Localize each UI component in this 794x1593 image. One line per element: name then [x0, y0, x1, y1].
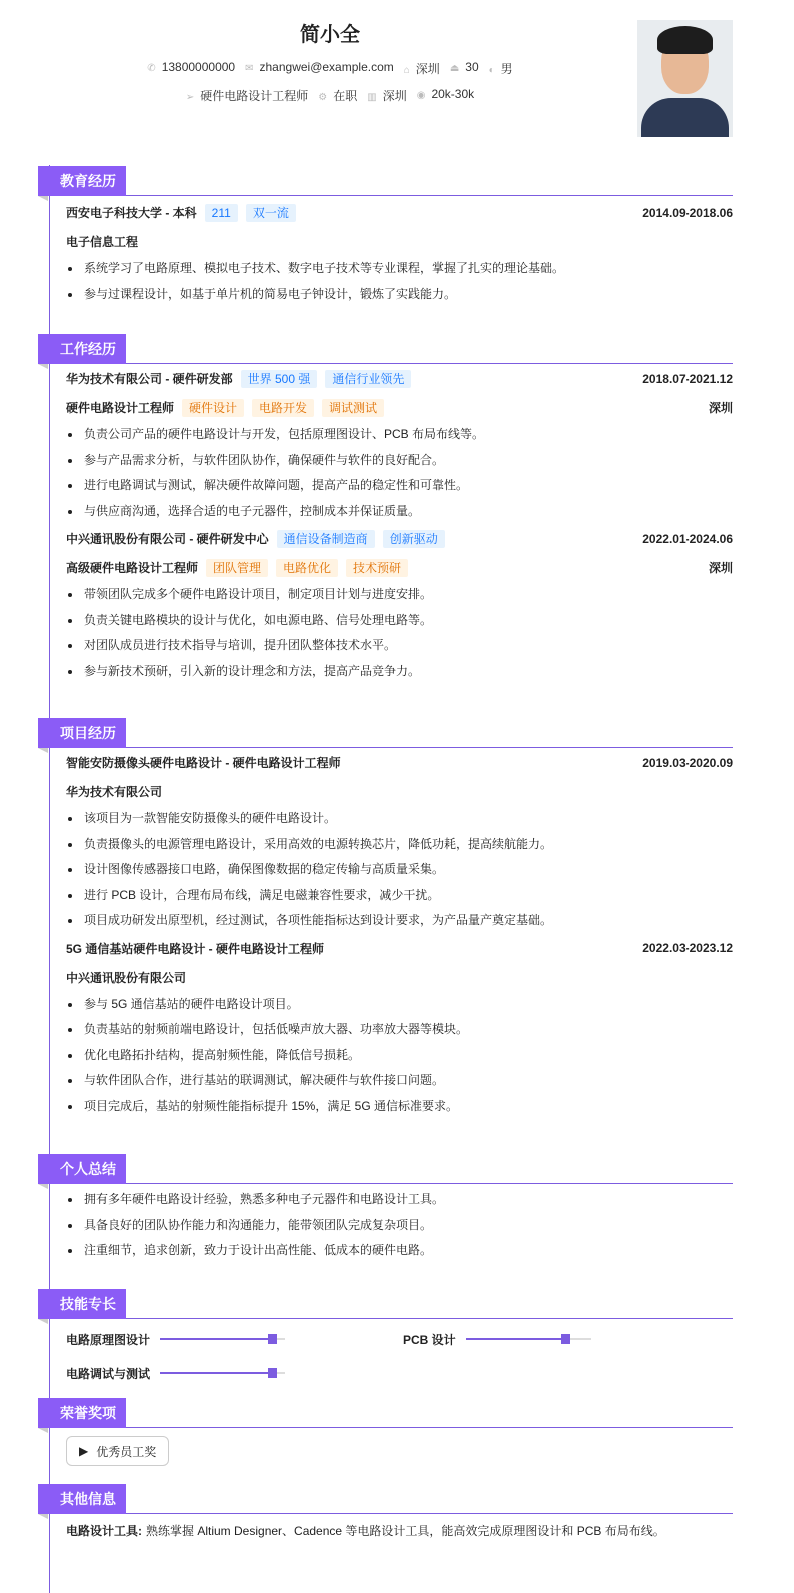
- gender: 男: [500, 62, 513, 76]
- bullet: 负责基站的射频前端电路设计，包括低噪声放大器、功率放大器等模块。: [66, 1017, 733, 1043]
- job-status: 在职: [333, 89, 358, 103]
- other-section: [38, 1484, 733, 1545]
- company: 中兴通讯股份有限公司: [66, 970, 187, 985]
- target-city: 深圳: [382, 89, 407, 103]
- bullet-list: [66, 806, 733, 934]
- tag: 通信行业领先: [325, 370, 411, 388]
- summary-section: [38, 1154, 733, 1264]
- bullet: 系统学习了电路原理、模拟电子技术、数字电子技术等专业课程，掌握了扎实的理论基础。: [66, 256, 733, 282]
- age-icon: ⏏: [449, 63, 460, 74]
- bullet: 带领团队完成多个硬件电路设计项目，制定项目计划与进度安排。: [66, 582, 733, 608]
- skill-item: [66, 1361, 403, 1385]
- skill-tag: 团队管理: [206, 559, 268, 577]
- section-title: 工作经历: [38, 334, 126, 364]
- project-name: 智能安防摄像头硬件电路设计 - 硬件电路设计工程师: [66, 756, 341, 770]
- skill-fill: [160, 1338, 273, 1340]
- project-name: 5G 通信基站硬件电路设计 - 硬件电路设计工程师: [66, 941, 325, 956]
- age: 30: [465, 60, 479, 74]
- skill-bar: [160, 1338, 285, 1340]
- school: 西安电子科技大学 - 本科: [66, 206, 197, 220]
- bullet: 负责关键电路模块的设计与优化，如电源电路、信号处理电路等。: [66, 608, 733, 634]
- section-title: 教育经历: [38, 166, 126, 196]
- section-title: 技能专长: [38, 1289, 126, 1319]
- tag: 211: [205, 204, 238, 222]
- bullet: 该项目为一款智能安防摄像头的硬件电路设计。: [66, 806, 733, 832]
- bullet: 与软件团队合作，进行基站的联调测试，解决硬件与软件接口问题。: [66, 1068, 733, 1094]
- tag: 通信设备制造商: [277, 530, 375, 548]
- role: 硬件电路设计工程师: [66, 401, 175, 415]
- award-item[interactable]: [66, 1436, 169, 1466]
- contact-info: [0, 60, 660, 77]
- education-section: [38, 166, 733, 307]
- bullet-list: [66, 582, 733, 684]
- play-icon: ▶: [79, 1444, 89, 1458]
- bullet: 项目完成后，基站的射频性能指标提升 15%，满足 5G 通信标准要求。: [66, 1094, 733, 1120]
- date: 2022.03-2023.12: [642, 941, 733, 955]
- bullet: 具备良好的团队协作能力和沟通能力，能带领团队完成复杂项目。: [66, 1213, 733, 1239]
- section-title: 荣誉奖项: [38, 1398, 126, 1428]
- salary: 20k-30k: [431, 87, 475, 101]
- skill-handle: [561, 1334, 570, 1344]
- work-section: [38, 334, 733, 684]
- skill-fill: [160, 1372, 273, 1374]
- project-row: [66, 748, 733, 777]
- gender-icon: ◐: [488, 65, 495, 76]
- bullet: 优化电路拓扑结构，提高射频性能，降低信号损耗。: [66, 1043, 733, 1069]
- tag: 创新驱动: [383, 530, 445, 548]
- bullet: 注重细节，追求创新，致力于设计出高性能、低成本的硬件电路。: [66, 1238, 733, 1264]
- role-row: [66, 393, 733, 422]
- role-row: [66, 553, 733, 582]
- skills-section: [38, 1289, 733, 1385]
- bullet: 拥有多年硬件电路设计经验，熟悉多种电子元器件和电路设计工具。: [66, 1187, 733, 1213]
- bullet: 参与 5G 通信基站的硬件电路设计项目。: [66, 992, 733, 1018]
- skill-handle: [268, 1334, 277, 1344]
- bullet: 项目成功研发出原型机，经过测试，各项性能指标达到设计要求，为产品量产奠定基础。: [66, 908, 733, 934]
- company: 中兴通讯股份有限公司 - 硬件研发中心: [66, 532, 269, 546]
- phone-icon: ✆: [147, 63, 156, 74]
- tag: 双一流: [246, 204, 296, 222]
- mail-icon: ✉: [245, 63, 254, 74]
- bullet: 参与新技术预研，引入新的设计理念和方法，提高产品竞争力。: [66, 659, 733, 685]
- salary-icon: ◉: [416, 90, 426, 101]
- city: 深圳: [708, 561, 733, 575]
- bullet: 进行电路调试与测试，解决硬件故障问题，提高产品的稳定性和可靠性。: [66, 473, 733, 499]
- role: 高级硬件电路设计工程师: [66, 561, 199, 575]
- date: 2014.09-2018.06: [642, 205, 733, 220]
- skill-name: 电路调试与测试: [66, 1366, 151, 1381]
- company-row: [66, 524, 733, 553]
- section-title: 个人总结: [38, 1154, 126, 1184]
- date: 2022.01-2024.06: [642, 531, 733, 546]
- bullet: 与供应商沟通，选择合适的电子元器件，控制成本并保证质量。: [66, 499, 733, 525]
- skill-tag: 电路开发: [252, 399, 314, 417]
- bullet: 参与过课程设计，如基于单片机的简易电子钟设计，锻炼了实践能力。: [66, 282, 733, 308]
- company-row: [66, 777, 733, 806]
- bullet: 设计图像传感器接口电路，确保图像数据的稳定传输与高质量采集。: [66, 857, 733, 883]
- skill-fill: [466, 1338, 566, 1340]
- city: 深圳: [708, 401, 733, 415]
- honors-section: [38, 1398, 733, 1466]
- award-name: 优秀员工奖: [96, 1444, 157, 1459]
- other-label: 电路设计工具:: [66, 1524, 142, 1538]
- skill-item: [66, 1327, 403, 1351]
- skill-handle: [268, 1368, 277, 1378]
- bullet: 负责公司产品的硬件电路设计与开发，包括原理图设计、PCB 布局布线等。: [66, 422, 733, 448]
- candidate-name: 简小全: [300, 24, 360, 46]
- date: 2018.07-2021.12: [642, 371, 733, 386]
- section-title: 项目经历: [38, 718, 126, 748]
- company-row: [66, 364, 733, 393]
- skill-tag: 电路优化: [276, 559, 338, 577]
- skill-tag: 调试测试: [322, 399, 384, 417]
- section-title: 其他信息: [38, 1484, 126, 1514]
- date: 2019.03-2020.09: [642, 755, 733, 770]
- bullet: 进行 PCB 设计，合理布局布线，满足电磁兼容性要求，减少干扰。: [66, 883, 733, 909]
- tag: 世界 500 强: [241, 370, 318, 388]
- skill-bar: [466, 1338, 591, 1340]
- phone: 13800000000: [161, 60, 236, 74]
- skill-name: PCB 设计: [403, 1332, 456, 1347]
- bullet-list: [66, 992, 733, 1120]
- building-icon: ▥: [367, 92, 377, 103]
- company-row: [66, 963, 733, 992]
- status-icon: ⚙: [318, 92, 328, 103]
- bullet-list: [66, 422, 733, 524]
- skill-name: 电路原理图设计: [66, 1332, 151, 1347]
- home-icon: ⌂: [403, 65, 410, 76]
- company: 华为技术有限公司 - 硬件研发部: [66, 372, 233, 386]
- other-text: 熟练掌握 Altium Designer、Cadence 等电路设计工具，能高效完成原理图设计和 PCB 布局布线。: [146, 1524, 665, 1538]
- major: 电子信息工程: [66, 235, 139, 249]
- location: 深圳: [415, 62, 440, 76]
- send-icon: ➢: [185, 92, 195, 103]
- project-row: [66, 934, 733, 963]
- avatar-photo: [637, 20, 733, 137]
- bullet: 对团队成员进行技术指导与培训，提升团队整体技术水平。: [66, 633, 733, 659]
- skill-bar: [160, 1372, 285, 1374]
- skill-item: [403, 1327, 703, 1351]
- projects-section: [38, 718, 733, 1119]
- bullet: 负责摄像头的电源管理电路设计，采用高效的电源转换芯片，降低功耗，提高续航能力。: [66, 832, 733, 858]
- email: zhangwei@example.com: [259, 60, 394, 74]
- job-intent: [0, 87, 660, 104]
- bullet: 参与产品需求分析，与软件团队协作，确保硬件与软件的良好配合。: [66, 448, 733, 474]
- skill-tag: 技术预研: [346, 559, 408, 577]
- skill-tag: 硬件设计: [182, 399, 244, 417]
- company: 华为技术有限公司: [66, 785, 163, 799]
- job-title: 硬件电路设计工程师: [200, 89, 309, 103]
